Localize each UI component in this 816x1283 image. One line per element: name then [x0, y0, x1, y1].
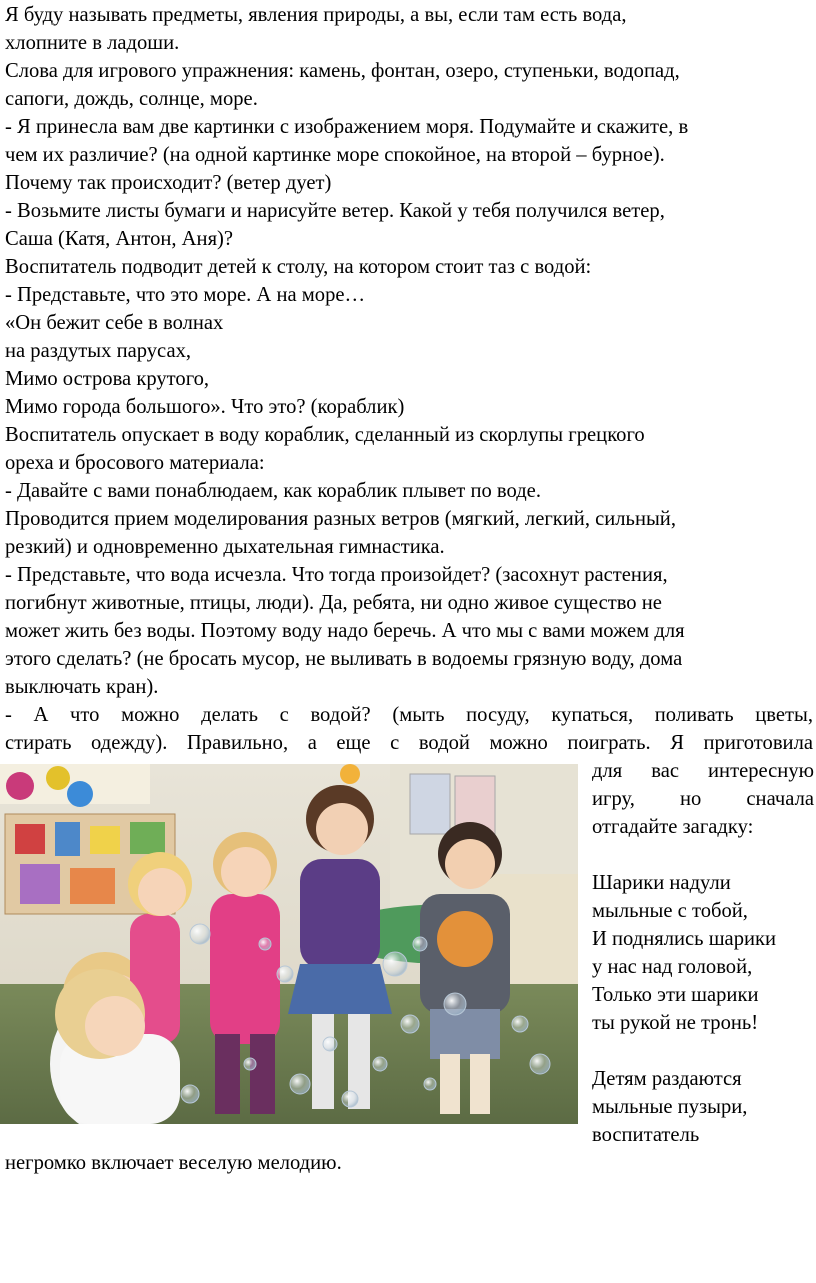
text-line: Слова для игрового упражнения: камень, фонтан, озеро, ступеньки, водопад, — [5, 60, 680, 82]
children-soap-bubbles-photo — [0, 764, 578, 1124]
text-line: - Я принесла вам две картинки с изображением моря. Подумайте и скажите, в — [5, 116, 689, 138]
riddle-line: И поднялись шарики — [592, 928, 777, 950]
text-line: выключать кран). — [5, 676, 159, 698]
text-line: хлопните в ладоши. — [5, 32, 180, 54]
text-line: Воспитатель опускает в воду кораблик, сделанный из скорлупы грецкого — [5, 424, 645, 446]
side-text-line: игру, но сначала — [592, 788, 814, 810]
text-line: ореха и бросового материала: — [5, 452, 265, 474]
poem-line: на раздутых парусах, — [5, 340, 192, 362]
riddle-line: мыльные с тобой, — [592, 900, 748, 922]
text-line: - Возьмите листы бумаги и нарисуйте ветер. Какой у тебя получился ветер, — [5, 200, 665, 222]
text-line: сапоги, дождь, солнце, море. — [5, 88, 258, 110]
text-line: Саша (Катя, Антон, Аня)? — [5, 228, 234, 250]
poem-line: «Он бежит себе в волнах — [5, 312, 224, 334]
text-line: Я буду называть предметы, явления природы, а вы, если там есть вода, — [5, 4, 627, 26]
riddle-line: ты рукой не тронь! — [592, 1012, 759, 1034]
text-line: может жить без воды. Поэтому воду надо беречь. А что мы с вами можем для — [5, 620, 685, 642]
poem-line: Мимо города большого». Что это? (кораблик) — [5, 396, 405, 418]
riddle-line: Шарики надули — [592, 872, 731, 894]
text-line: этого сделать? (не бросать мусор, не выливать в водоемы грязную воду, дома — [5, 648, 683, 670]
text-line: - А что можно делать с водой? (мыть посуду, купаться, поливать цветы, — [5, 704, 813, 726]
text-line: погибнут животные, птицы, люди). Да, ребята, ни одно живое существо не — [5, 592, 662, 614]
text-line: чем их различие? (на одной картинке море спокойное, на второй – бурное). — [5, 144, 665, 166]
text-line: - Давайте с вами понаблюдаем, как кораблик плывет по воде. — [5, 480, 541, 502]
text-line: Воспитатель подводит детей к столу, на котором стоит таз с водой: — [5, 256, 592, 278]
text-line: Проводится прием моделирования разных ветров (мягкий, легкий, сильный, — [5, 508, 676, 530]
text-line: резкий) и одновременно дыхательная гимнастика. — [5, 536, 445, 558]
riddle-line: у нас над головой, — [592, 956, 753, 978]
side-text-line: воспитатель — [592, 1124, 700, 1146]
side-text-line: мыльные пузыри, — [592, 1096, 748, 1118]
riddle-line: Только эти шарики — [592, 984, 759, 1006]
side-text-line: для вас интересную — [592, 760, 814, 782]
text-line: Почему так происходит? (ветер дует) — [5, 172, 332, 194]
poem-line: Мимо острова крутого, — [5, 368, 210, 390]
side-text-line: отгадайте загадку: — [592, 816, 754, 838]
text-line: - Представьте, что вода исчезла. Что тогда произойдет? (засохнут растения, — [5, 564, 668, 586]
side-text-line: Детям раздаются — [592, 1068, 742, 1090]
text-line: негромко включает веселую мелодию. — [5, 1152, 342, 1174]
text-line: - Представьте, что это море. А на море… — [5, 284, 366, 306]
text-line: стирать одежду). Правильно, а еще с водой можно поиграть. Я приготовила — [5, 732, 813, 754]
